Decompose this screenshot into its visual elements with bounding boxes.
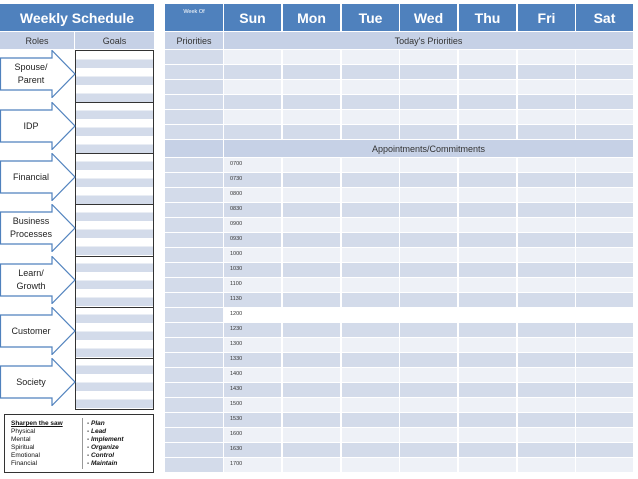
priority-cell-wed[interactable]: [400, 65, 457, 79]
appointment-cell-thu[interactable]: [459, 278, 516, 292]
day-header-sun: Sun: [224, 4, 281, 31]
role-society[interactable]: [0, 358, 76, 406]
appointment-cell-fri[interactable]: [518, 308, 575, 322]
day-header-fri: Fri: [518, 4, 575, 31]
time-row: [165, 188, 633, 202]
appointment-cell-mon[interactable]: [283, 428, 340, 442]
appointment-cell-fri[interactable]: [518, 293, 575, 307]
role-label: Business Processes: [9, 216, 53, 239]
time-spacer-cell: [165, 338, 223, 352]
time-label: 1700: [230, 461, 243, 467]
role-spouse-parent[interactable]: [0, 50, 76, 98]
appointment-cell-wed[interactable]: [400, 218, 457, 232]
appointment-cell-fri[interactable]: [518, 233, 575, 247]
priority-cell-fri[interactable]: [518, 125, 575, 139]
saw-item: Financial: [11, 460, 38, 467]
appointment-cell-sat[interactable]: [576, 308, 633, 322]
appointment-cell-tue[interactable]: [342, 443, 399, 457]
appointment-cell-fri[interactable]: [518, 413, 575, 427]
priority-label-cell: [165, 65, 223, 79]
appointment-cell-thu[interactable]: [459, 443, 516, 457]
appointment-cell-thu[interactable]: [459, 383, 516, 397]
appointment-cell-tue[interactable]: [342, 338, 399, 352]
appointment-cell-sat[interactable]: [576, 368, 633, 382]
appointment-cell-wed[interactable]: [400, 323, 457, 337]
role-learn-growth[interactable]: [0, 256, 76, 304]
priority-row: [165, 50, 633, 64]
priority-cell-thu[interactable]: [459, 110, 516, 124]
appointment-cell-tue[interactable]: [342, 353, 399, 367]
appointment-cell-thu[interactable]: [459, 428, 516, 442]
appointment-cell-fri[interactable]: [518, 248, 575, 262]
appointment-cell-sat[interactable]: [576, 263, 633, 277]
priorities-header: Priorities: [165, 32, 223, 49]
day-header-mon: Mon: [283, 4, 340, 31]
appointment-cell-fri[interactable]: [518, 278, 575, 292]
appointment-cell-wed[interactable]: [400, 368, 457, 382]
time-row: [165, 443, 633, 457]
time-row: [165, 458, 633, 472]
time-spacer-cell: [165, 413, 223, 427]
appointment-cell-thu[interactable]: [459, 338, 516, 352]
time-label: 1500: [230, 401, 243, 407]
appointment-cell-mon[interactable]: [283, 188, 340, 202]
appointment-cell-mon[interactable]: [283, 413, 340, 427]
priority-cell-tue[interactable]: [342, 125, 399, 139]
appointment-cell-fri[interactable]: [518, 368, 575, 382]
priority-cell-sun[interactable]: [224, 125, 281, 139]
time-label: 1030: [230, 266, 243, 272]
priority-cell-fri[interactable]: [518, 110, 575, 124]
appointment-cell-sat[interactable]: [576, 398, 633, 412]
appointment-cell-fri[interactable]: [518, 458, 575, 472]
priority-label-cell: [165, 125, 223, 139]
priority-cell-sat[interactable]: [576, 50, 633, 64]
appointment-cell-thu[interactable]: [459, 203, 516, 217]
time-row: [165, 248, 633, 262]
appointment-cell-fri[interactable]: [518, 353, 575, 367]
priority-row: [165, 95, 633, 109]
appointment-cell-tue[interactable]: [342, 188, 399, 202]
time-spacer-cell: [165, 428, 223, 442]
goal-group-divider: [75, 307, 154, 308]
goal-group-divider: [75, 358, 154, 359]
action-item: - Implement: [87, 436, 151, 444]
priority-cell-thu[interactable]: [459, 125, 516, 139]
action-list: [87, 420, 151, 468]
action-item: - Lead: [87, 428, 151, 436]
priority-row: [165, 125, 633, 139]
appointment-cell-mon[interactable]: [283, 368, 340, 382]
appointment-cell-wed[interactable]: [400, 443, 457, 457]
role-label: Financial: [12, 171, 50, 182]
goals-area[interactable]: [75, 50, 154, 410]
time-spacer-cell: [165, 458, 223, 472]
appointment-cell-mon[interactable]: [283, 383, 340, 397]
appointments-header: Appointments/Commitments: [224, 140, 633, 157]
time-label: 1200: [230, 311, 243, 317]
appointment-cell-tue[interactable]: [342, 398, 399, 412]
time-spacer-cell: [165, 218, 223, 232]
time-label: 0700: [230, 161, 243, 167]
appointment-cell-wed[interactable]: [400, 308, 457, 322]
day-header-wed: Wed: [400, 4, 457, 31]
appointment-cell-tue[interactable]: [342, 158, 399, 172]
priority-cell-mon[interactable]: [283, 110, 340, 124]
appointment-cell-sat[interactable]: [576, 323, 633, 337]
time-spacer-cell: [165, 188, 223, 202]
priority-cell-sun[interactable]: [224, 80, 281, 94]
appointment-cell-fri[interactable]: [518, 338, 575, 352]
appointment-cell-thu[interactable]: [459, 413, 516, 427]
priority-label-cell: [165, 80, 223, 94]
time-label: 0730: [230, 176, 243, 182]
priority-cell-tue[interactable]: [342, 50, 399, 64]
appointment-cell-sat[interactable]: [576, 233, 633, 247]
time-row: [165, 383, 633, 397]
time-label: 1130: [230, 296, 242, 302]
priority-cell-mon[interactable]: [283, 50, 340, 64]
priority-cell-wed[interactable]: [400, 125, 457, 139]
time-spacer-cell: [165, 383, 223, 397]
goal-group-divider: [75, 256, 154, 257]
priority-cell-tue[interactable]: [342, 95, 399, 109]
appointment-cell-tue[interactable]: [342, 323, 399, 337]
appointment-cell-fri[interactable]: [518, 203, 575, 217]
appointment-cell-tue[interactable]: [342, 173, 399, 187]
appointment-cell-sat[interactable]: [576, 443, 633, 457]
time-row: [165, 203, 633, 217]
appointment-cell-tue[interactable]: [342, 263, 399, 277]
priority-cell-thu[interactable]: [459, 65, 516, 79]
appointment-cell-mon[interactable]: [283, 203, 340, 217]
time-label: 1100: [230, 281, 242, 287]
appointment-cell-wed[interactable]: [400, 173, 457, 187]
time-row: [165, 368, 633, 382]
time-row: [165, 308, 633, 322]
appointment-cell-wed[interactable]: [400, 278, 457, 292]
priority-cell-mon[interactable]: [283, 80, 340, 94]
time-label: 1230: [230, 326, 243, 332]
priority-cell-sat[interactable]: [576, 125, 633, 139]
time-spacer-cell: [165, 263, 223, 277]
appointment-cell-thu[interactable]: [459, 248, 516, 262]
appointment-cell-thu[interactable]: [459, 218, 516, 232]
time-row: [165, 158, 633, 172]
appointment-cell-wed[interactable]: [400, 248, 457, 262]
appointment-cell-tue[interactable]: [342, 293, 399, 307]
appointment-cell-mon[interactable]: [283, 323, 340, 337]
appointment-cell-sat[interactable]: [576, 173, 633, 187]
saw-item: Emotional: [11, 452, 40, 459]
time-row: [165, 263, 633, 277]
appointment-cell-fri[interactable]: [518, 443, 575, 457]
time-row: [165, 413, 633, 427]
week-of-field[interactable]: Week Of: [165, 4, 223, 31]
appointment-cell-tue[interactable]: [342, 458, 399, 472]
appointment-cell-sat[interactable]: [576, 248, 633, 262]
appointment-cell-wed[interactable]: [400, 233, 457, 247]
time-row: [165, 353, 633, 367]
priority-cell-thu[interactable]: [459, 50, 516, 64]
appointment-cell-mon[interactable]: [283, 338, 340, 352]
priority-cell-fri[interactable]: [518, 95, 575, 109]
appointment-cell-mon[interactable]: [283, 458, 340, 472]
time-label: 1330: [230, 356, 243, 362]
appointment-cell-wed[interactable]: [400, 413, 457, 427]
appointment-cell-mon[interactable]: [283, 308, 340, 322]
appointment-cell-mon[interactable]: [283, 248, 340, 262]
appointment-cell-fri[interactable]: [518, 398, 575, 412]
appointment-cell-mon[interactable]: [283, 233, 340, 247]
appointment-cell-sat[interactable]: [576, 353, 633, 367]
appointment-cell-sat[interactable]: [576, 203, 633, 217]
priority-cell-mon[interactable]: [283, 95, 340, 109]
time-row: [165, 323, 633, 337]
time-label: 1400: [230, 371, 243, 377]
priority-cell-mon[interactable]: [283, 65, 340, 79]
appointment-cell-thu[interactable]: [459, 293, 516, 307]
action-item: - Maintain: [87, 460, 151, 468]
time-row: [165, 293, 633, 307]
time-label: 1000: [230, 251, 243, 257]
time-row: [165, 218, 633, 232]
goal-group-divider: [75, 102, 154, 103]
day-header-sat: Sat: [576, 4, 633, 31]
appointment-cell-mon[interactable]: [283, 278, 340, 292]
priority-cell-sat[interactable]: [576, 95, 633, 109]
appointment-cell-thu[interactable]: [459, 263, 516, 277]
appointment-cell-wed[interactable]: [400, 428, 457, 442]
appointment-cell-fri[interactable]: [518, 383, 575, 397]
appointment-cell-mon[interactable]: [283, 263, 340, 277]
appointment-cell-thu[interactable]: [459, 188, 516, 202]
appointment-cell-sat[interactable]: [576, 158, 633, 172]
appointment-cell-tue[interactable]: [342, 368, 399, 382]
appointment-cell-tue[interactable]: [342, 248, 399, 262]
appointment-cell-mon[interactable]: [283, 398, 340, 412]
time-label: 0800: [230, 191, 243, 197]
time-label: 0900: [230, 221, 243, 227]
priority-cell-sat[interactable]: [576, 65, 633, 79]
time-spacer-cell: [165, 323, 223, 337]
time-spacer-cell: [165, 293, 223, 307]
appointment-cell-mon[interactable]: [283, 158, 340, 172]
priority-cell-fri[interactable]: [518, 80, 575, 94]
role-customer[interactable]: [0, 307, 76, 355]
appointment-cell-sat[interactable]: [576, 458, 633, 472]
appointment-cell-wed[interactable]: [400, 158, 457, 172]
appointment-cell-tue[interactable]: [342, 233, 399, 247]
priority-row: [165, 110, 633, 124]
role-financial[interactable]: [0, 153, 76, 201]
appointment-cell-sat[interactable]: [576, 293, 633, 307]
role-label: Society: [16, 376, 46, 387]
appointment-cell-tue[interactable]: [342, 428, 399, 442]
goals-column-header: Goals: [75, 32, 154, 49]
appointment-cell-mon[interactable]: [283, 353, 340, 367]
priority-row: [165, 65, 633, 79]
priority-cell-tue[interactable]: [342, 80, 399, 94]
appointment-cell-wed[interactable]: [400, 188, 457, 202]
action-item: - Organize: [87, 444, 151, 452]
saw-item: Spiritual: [11, 444, 35, 451]
time-spacer-cell: [165, 398, 223, 412]
appointment-cell-wed[interactable]: [400, 338, 457, 352]
time-spacer-cell: [165, 443, 223, 457]
role-business-processes[interactable]: [0, 204, 76, 252]
time-spacer-cell: [165, 158, 223, 172]
appointment-cell-tue[interactable]: [342, 203, 399, 217]
appointment-cell-wed[interactable]: [400, 398, 457, 412]
time-spacer-cell: [165, 278, 223, 292]
time-label: 1600: [230, 431, 243, 437]
priority-cell-thu[interactable]: [459, 95, 516, 109]
priority-cell-tue[interactable]: [342, 65, 399, 79]
appointment-cell-thu[interactable]: [459, 323, 516, 337]
priority-cell-wed[interactable]: [400, 50, 457, 64]
appointment-cell-tue[interactable]: [342, 278, 399, 292]
priority-cell-wed[interactable]: [400, 80, 457, 94]
appointment-cell-wed[interactable]: [400, 383, 457, 397]
appointment-cell-thu[interactable]: [459, 368, 516, 382]
appointment-cell-fri[interactable]: [518, 158, 575, 172]
priority-cell-fri[interactable]: [518, 65, 575, 79]
priority-cell-mon[interactable]: [283, 125, 340, 139]
saw-item: Mental: [11, 436, 31, 443]
appointment-cell-thu[interactable]: [459, 458, 516, 472]
priority-label-cell: [165, 50, 223, 64]
todays-priorities-header: Today's Priorities: [224, 32, 633, 49]
appointment-cell-mon[interactable]: [283, 173, 340, 187]
time-label: 1430: [230, 386, 243, 392]
time-spacer-cell: [165, 368, 223, 382]
appointment-cell-thu[interactable]: [459, 353, 516, 367]
priority-cell-wed[interactable]: [400, 95, 457, 109]
appointment-cell-sat[interactable]: [576, 428, 633, 442]
priority-cell-thu[interactable]: [459, 80, 516, 94]
appointment-cell-tue[interactable]: [342, 413, 399, 427]
appointment-cell-tue[interactable]: [342, 218, 399, 232]
time-label: 1300: [230, 341, 243, 347]
time-row: [165, 233, 633, 247]
appointment-cell-thu[interactable]: [459, 233, 516, 247]
priority-cell-wed[interactable]: [400, 110, 457, 124]
appointment-cell-wed[interactable]: [400, 203, 457, 217]
time-row: [165, 173, 633, 187]
roles-column-header: Roles: [0, 32, 74, 49]
saw-item: Physical: [11, 428, 36, 435]
priority-row: [165, 80, 633, 94]
time-spacer-cell: [165, 173, 223, 187]
appointment-cell-sat[interactable]: [576, 188, 633, 202]
priority-cell-sun[interactable]: [224, 50, 281, 64]
appointment-cell-sat[interactable]: [576, 218, 633, 232]
time-row: [165, 428, 633, 442]
time-label: 0930: [230, 236, 243, 242]
appointment-cell-sat[interactable]: [576, 413, 633, 427]
priority-cell-tue[interactable]: [342, 110, 399, 124]
action-item: - Control: [87, 452, 151, 460]
time-spacer-cell: [165, 233, 223, 247]
day-header-tue: Tue: [342, 4, 399, 31]
appointment-cell-mon[interactable]: [283, 443, 340, 457]
role-label: Spouse/ Parent: [14, 62, 48, 85]
role-label: Customer: [11, 325, 51, 336]
priority-cell-sun[interactable]: [224, 110, 281, 124]
priority-label-cell: [165, 110, 223, 124]
weekly-schedule-title: Weekly Schedule: [0, 4, 154, 31]
appointment-cell-mon[interactable]: [283, 293, 340, 307]
appointment-cell-fri[interactable]: [518, 323, 575, 337]
appointment-cell-fri[interactable]: [518, 263, 575, 277]
time-spacer-cell: [165, 308, 223, 322]
appointment-cell-wed[interactable]: [400, 263, 457, 277]
appointment-cell-wed[interactable]: [400, 353, 457, 367]
time-spacer-cell: [165, 248, 223, 262]
appointment-cell-fri[interactable]: [518, 218, 575, 232]
appointment-cell-sat[interactable]: [576, 338, 633, 352]
appointment-cell-mon[interactable]: [283, 218, 340, 232]
time-row: [165, 278, 633, 292]
goal-group-divider: [75, 204, 154, 205]
time-label: 0830: [230, 206, 243, 212]
appointment-cell-wed[interactable]: [400, 458, 457, 472]
appointment-cell-thu[interactable]: [459, 308, 516, 322]
sharpen-the-saw-box: [4, 414, 154, 473]
priority-cell-fri[interactable]: [518, 50, 575, 64]
time-label: 1530: [230, 416, 243, 422]
time-spacer-cell: [165, 203, 223, 217]
appointment-cell-fri[interactable]: [518, 428, 575, 442]
goal-group-divider: [75, 153, 154, 154]
priority-cell-sun[interactable]: [224, 65, 281, 79]
saw-divider: [82, 418, 83, 469]
priority-cell-sun[interactable]: [224, 95, 281, 109]
appointment-cell-thu[interactable]: [459, 398, 516, 412]
time-row: [165, 398, 633, 412]
priority-cell-sat[interactable]: [576, 110, 633, 124]
appointment-cell-sat[interactable]: [576, 278, 633, 292]
time-spacer-cell: [165, 353, 223, 367]
appointments-left-spacer: [165, 140, 223, 157]
priority-cell-sat[interactable]: [576, 80, 633, 94]
appointment-cell-thu[interactable]: [459, 158, 516, 172]
sharpen-saw-title: Sharpen the saw: [11, 420, 63, 427]
appointment-cell-fri[interactable]: [518, 188, 575, 202]
appointment-cell-sat[interactable]: [576, 383, 633, 397]
appointment-cell-tue[interactable]: [342, 383, 399, 397]
role-label: IDP: [23, 120, 39, 131]
action-item: - Plan: [87, 420, 151, 428]
appointment-cell-thu[interactable]: [459, 173, 516, 187]
priority-label-cell: [165, 95, 223, 109]
time-row: [165, 338, 633, 352]
appointment-cell-tue[interactable]: [342, 308, 399, 322]
day-header-thu: Thu: [459, 4, 516, 31]
sharpen-saw-list: [11, 420, 81, 468]
role-idp[interactable]: [0, 102, 76, 150]
role-label: Learn/ Growth: [16, 268, 46, 291]
time-label: 1630: [230, 446, 243, 452]
appointment-cell-fri[interactable]: [518, 173, 575, 187]
appointment-cell-wed[interactable]: [400, 293, 457, 307]
